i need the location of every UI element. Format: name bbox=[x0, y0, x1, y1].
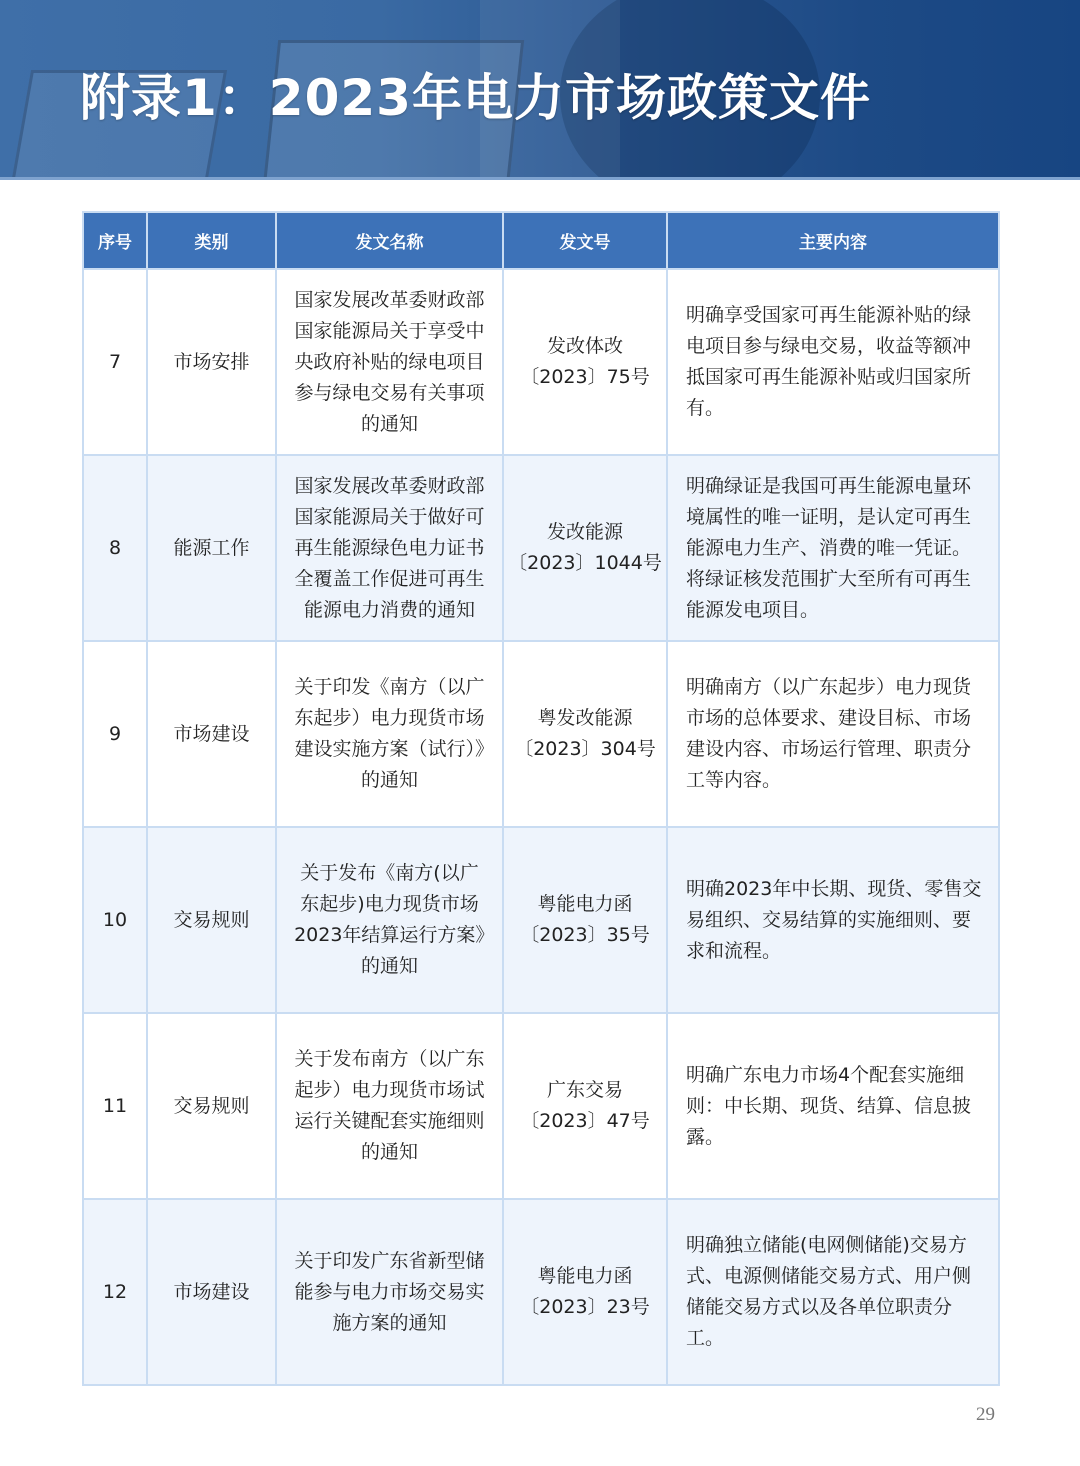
doc-no-line2: 〔2023〕304号 bbox=[514, 738, 656, 760]
column-header-doc-no: 发文号 bbox=[503, 212, 667, 269]
doc-no-line1: 粤能电力函 bbox=[537, 893, 633, 915]
table-row bbox=[83, 1199, 999, 1385]
table-row bbox=[83, 1013, 999, 1199]
column-header-no: 序号 bbox=[83, 212, 147, 269]
cell-category: 市场建设 bbox=[147, 1199, 276, 1385]
cell-doc-no bbox=[503, 455, 667, 641]
cell-content: 明确2023年中长期、现货、零售交易组织、交易结算的实施细则、要求和流程。 bbox=[667, 827, 999, 1013]
cell-no: 7 bbox=[83, 269, 147, 455]
cell-no: 9 bbox=[83, 641, 147, 827]
column-header-name: 发文名称 bbox=[276, 212, 503, 269]
policy-table bbox=[82, 211, 1000, 1386]
page-number: 29 bbox=[976, 1404, 995, 1425]
cell-content: 明确绿证是我国可再生能源电量环境属性的唯一证明，是认定可再生能源电力生产、消费的唯一凭证。将绿证核发范围扩大至所有可再生能源发电项目。 bbox=[667, 455, 999, 641]
cell-name: 国家发展改革委财政部 国家能源局关于做好可再生能源绿色电力证书全覆盖工作促进可再生能源电力消费的通知 bbox=[276, 455, 503, 641]
doc-no-line2: 〔2023〕23号 bbox=[520, 1296, 650, 1318]
cell-name: 关于印发《南方（以广东起步）电力现货市场建设实施方案（试行）》的通知 bbox=[276, 641, 503, 827]
cell-name: 关于发布南方（以广东起步）电力现货市场试运行关键配套实施细则的通知 bbox=[276, 1013, 503, 1199]
cell-no: 12 bbox=[83, 1199, 147, 1385]
table-row bbox=[83, 641, 999, 827]
doc-no-line1: 粤能电力函 bbox=[537, 1265, 633, 1287]
cell-name: 关于印发广东省新型储能参与电力市场交易实施方案的通知 bbox=[276, 1199, 503, 1385]
header-banner bbox=[0, 0, 1080, 180]
cell-doc-no bbox=[503, 827, 667, 1013]
cell-content: 明确南方（以广东起步）电力现货市场的总体要求、建设目标、市场建设内容、市场运行管理、职责分工等内容。 bbox=[667, 641, 999, 827]
cell-content: 明确广东电力市场4个配套实施细则：中长期、现货、结算、信息披露。 bbox=[667, 1013, 999, 1199]
table-header-row bbox=[83, 212, 999, 269]
cell-doc-no bbox=[503, 641, 667, 827]
cell-category: 市场建设 bbox=[147, 641, 276, 827]
cell-doc-no bbox=[503, 1013, 667, 1199]
cell-doc-no bbox=[503, 1199, 667, 1385]
cell-no: 11 bbox=[83, 1013, 147, 1199]
table-row bbox=[83, 455, 999, 641]
doc-no-line2: 〔2023〕75号 bbox=[520, 366, 650, 388]
table-row bbox=[83, 269, 999, 455]
doc-no-line2: 〔2023〕47号 bbox=[520, 1110, 650, 1132]
cell-category: 能源工作 bbox=[147, 455, 276, 641]
cell-category: 市场安排 bbox=[147, 269, 276, 455]
page-title: 附录1：2023年电力市场政策文件 bbox=[80, 69, 871, 127]
doc-no-line2: 〔2023〕35号 bbox=[520, 924, 650, 946]
doc-no-line2: 〔2023〕1044号 bbox=[508, 552, 662, 574]
cell-category: 交易规则 bbox=[147, 1013, 276, 1199]
cell-name: 国家发展改革委财政部国家能源局关于享受中央政府补贴的绿电项目参与绿电交易有关事项的通知 bbox=[276, 269, 503, 455]
doc-no-line1: 发改能源 bbox=[546, 521, 623, 543]
column-header-category: 类别 bbox=[147, 212, 276, 269]
doc-no-line1: 发改体改 bbox=[546, 335, 623, 357]
cell-no: 10 bbox=[83, 827, 147, 1013]
cell-content: 明确独立储能(电网侧储能)交易方式、电源侧储能交易方式、用户侧储能交易方式以及各单位职责分工。 bbox=[667, 1199, 999, 1385]
cell-name: 关于发布《南方(以广东起步)电力现货市场2023年结算运行方案》的通知 bbox=[276, 827, 503, 1013]
column-header-content: 主要内容 bbox=[667, 212, 999, 269]
cell-doc-no bbox=[503, 269, 667, 455]
cell-category: 交易规则 bbox=[147, 827, 276, 1013]
table-row bbox=[83, 827, 999, 1013]
banner-divider bbox=[0, 177, 1080, 180]
cell-no: 8 bbox=[83, 455, 147, 641]
doc-no-line1: 粤发改能源 bbox=[537, 707, 633, 729]
cell-content: 明确享受国家可再生能源补贴的绿电项目参与绿电交易，收益等额冲抵国家可再生能源补贴或归国家所有。 bbox=[667, 269, 999, 455]
doc-no-line1: 广东交易 bbox=[546, 1079, 623, 1101]
